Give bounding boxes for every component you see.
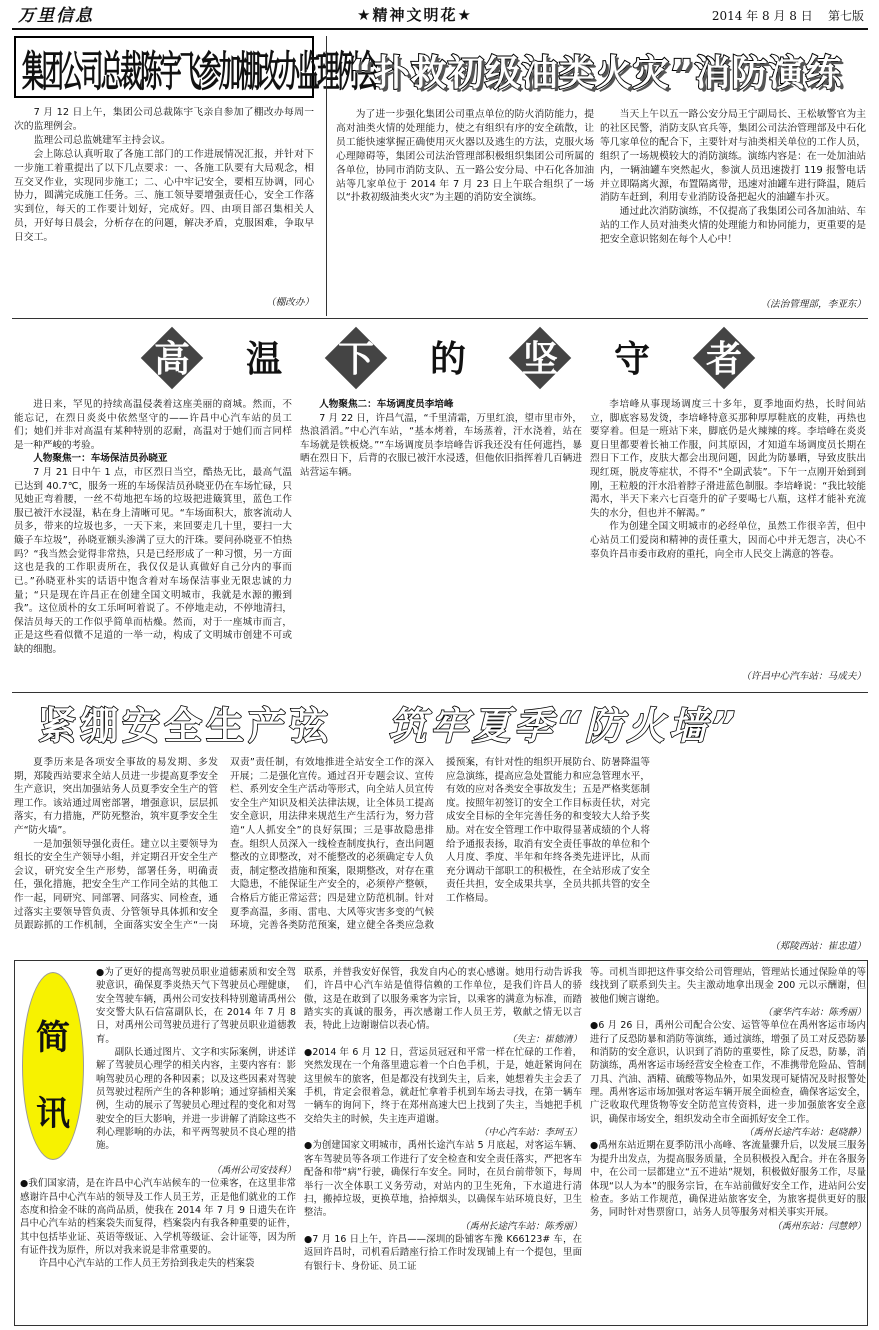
article4-paragraph: 夏季历来是各项安全事故的易发期、多发期，郑陵西站要求全站人员进一步提高夏季安全生产意识，突出加强站务人员夏季安全生产的管理工作。该站通过周密部署，增强意识，层层抓落实，有力措施，严防死整治，筑牢夏季安全生产“防火墙”。 <box>14 757 218 837</box>
section-title: ★精神文明花★ <box>357 6 473 24</box>
article2-paragraph: 当天上午以五一路公安分局王宁副局长、王松敏警官为主的社区民警，消防支队官兵等，集团公司法治管理部及中石化等几家单位的配合下，主要针对与油类相关单位的工作人员，组织了一场规模较大的消防演练。演练内容是：在一处加油站内，一辆油罐车突然起火，参演人员迅速拨打 119 报警电话并立即隔离火源，布置隔离带，迅速对油罐车进行降温，随后消防车赶到，利用专业消防设备把起火的油罐车扑灭。 <box>600 109 866 204</box>
brief-byline: （禹州长途汽车站：赵晓静） <box>744 1127 866 1139</box>
article3-subhead: 人物聚焦一：车场保洁员孙晓亚 <box>33 453 168 465</box>
article2-headline-box <box>345 44 865 100</box>
brief-item: ●2014 年 6 月 12 日，营运员冠冠和平常一样在忙碌的工作着，突然发现在一个角落里遗忘着一个白色手机，于是，她赶紧询问在这里候车的旅客，但是都没有找到失主，后来，她想着失主会丢了手机，肯定会很着急，就赶忙拿着手机到车场去寻找，在第一辆车一辆车的询问下，终于在郑州高速大巴上找到了失主，当她把手机交给失主的时候，失主连声道谢。 <box>304 1047 582 1125</box>
title-char: 高 <box>140 330 204 386</box>
article4-paragraph: 一是加强领导强化责任。建立以主要领导为组长的安全生产领导小组，并定期召开安全生产会议，研究安全生产形势，部署任务，明确责任，强化措施，把安全生产工作同全站的其他工作一起，同研究、同部署、同落实、同检查，通过落实主要领导管负责、分管领导具体抓和安全员跟踪抓的工作机制，全面落实安全生产“一岗双责”责任制，有效地推进全站安全工作的深入开展；二是强化宣传。通过召开专题会议、宣传栏、系列安全生产活动等形式，向全站人员宣传安全生产知识及相关法律法规，让全体员工提高安全意识，用法律来规范生产生活行为，努力营造“人人抓安全”的良好氛围；三是事故隐患排查。组织人员深入一线检查制度执行，查出问题整改的立即整改，对不能整改的必须确定专人负责，制定整改措施和预案，限期整改，对存在重大隐患，不能保证生产安全的，必须停产整顿，合格后方能正常运营；四是建立防范机制。针对夏季高温，多雨、雷电、大风等灾害多变的气候环境，完善各类防范预案，建立健全各类应急救援预案，有针对性的组织开展防台、防暑降温等应急演练，提高应急处置能力和应急管理水平，有效的应对各类安全事故发生；五是严格奖惩制度。按照年初签订的安全工作目标责任状，对完成安全目标的全年完善任务的和变较大人给予奖励。对在安全管理工作中取得显著成绩的个人将给予通报表扬，取消有安全责任事故的单位和个人月度、季度、半年和年终各类先进评比，从而充分调动干部职工的积极性，在全站形成了安全责任共担，安全成果共享，全员共抓共管的安全工作格局。 <box>14 757 650 932</box>
article2-byline: （法治管理部，李亚东） <box>760 299 866 310</box>
briefs-col1-top <box>96 966 296 1162</box>
article2-paragraph: 为了进一步强化集团公司重点单位的防火消防能力，提高对油类火情的处理能力，使之有组织有序的安全疏散，让员工能快速掌握正确使用灭火器以及逃生的方法，克服火场心理障碍等，集团公司法治管理部积极组织集团公司所属的各单位，协同市消防支队、五一路公安分局、中石化各加油站等几家单位于 2014 年 7 月 23 日上午联合组织了一场以“扑救初级油类火灾”为主题的消防安全演练。 <box>336 109 594 204</box>
article3-col1 <box>14 398 292 688</box>
article4-byline: （郑陵西站：崔忠道） <box>770 941 866 952</box>
brief-byline: （中心汽车站：李珂玉） <box>478 1127 582 1139</box>
column-divider <box>326 36 327 316</box>
briefs-col1-bottom <box>20 1164 296 1324</box>
brief-item: 联系，并替我安好保管，我发自内心的衷心感谢。她用行动告诉我们，许昌中心汽车站是值得信赖的工作单位，是我们许昌人的骄傲，这是在敢到了以服务乘客为宗旨，以乘客的满意为标准，而踏踏实实的真诚的服务，再次感谢工作人员王芳，敬献之情无以言表，特此上边谢谢信以表心情。 <box>304 967 582 1032</box>
title-char: 守 <box>613 339 650 380</box>
brief-item: ●为创建国家文明城市，禹州长途汽车站 5 月底起，对客运车辆、客车驾驶员等各项工作进行了安全检查和安全责任落实，严把客车配备和带“病”行驶，确保行车安全。同时，在员台前带领下，每周举行一次全体职工义务劳动，对站内的卫生死角，下水道进行清扫，搬掉垃圾，更换草地，拾掉烟头，以确保车站环境良好，卫生整洁。 <box>304 1140 582 1219</box>
brief-byline: （失主：崔德清） <box>506 1033 582 1045</box>
brief-item: ●禹州东站近期在夏季防汛小高峰、客流量骤升后，以发展三服务为提升出发点，为提高服务质量，全员积极投入配合。并在各服务中，在公司一层都建立“五不进站”规划，积极做好服务工作，尽量体现“以人为本”的服务宗旨，在车站前做好安全工作，进站问公安检查。多站工作规范，确保进站旅客安全，为旅客提供更好的服务，同时针对售票窗口，站务人员等服务对相关事实开展。 <box>590 1140 866 1219</box>
article3-col2 <box>300 398 582 688</box>
article3-paragraph: 7 月 21 日中午 1 点，市区烈日当空，酷热无比，最高气温已达到 40.7℃，服务一班的车场保洁员孙晓亚仍在车场忙碌，只见她正弯着腰，一丝不苟地把车场的垃圾把进簸箕里，蓝色工作服已被汗水浸湿，粘在身上清晰可见。“车场面积大，旅客流动人员多，带来的垃圾也多，一天下来，来回要走几十里，要扫一大簸子车垃圾”，孙晓亚额头渗满了豆大的汗珠。要问孙晓亚不怕热吗？“我当然会觉得非常热，只是已经形成了一种习惯，另一方面这也是我的工作职责所在，我仅仅是认真做好自己分内的事而已。”孙晓亚朴实的话语中饱含着对车场保洁事业无限忠诚的力量；“只是现在许昌正在创建全国文明城市，我就是水源的搬到我”。这位质朴的女工乐呵呵着说了。不停地走动，不停地清扫，保洁员每天的工作似乎简单而枯燥。然而，对于一座城市而言，正是这些看似微不足道的一举一动，构成了文明城市创建不可或缺的细胞。 <box>14 467 292 655</box>
article3-paragraph: 进日来，罕见的持续高温侵袭着这座美丽的商城。然而，不能忘记，在烈日炎炎中依然坚守的——许昌中心汽车站的员工们；她们并非对高温有某种特别的忍耐，高温对于她们而言同样是一种严峻的考验。 <box>14 399 292 451</box>
title-char: 的 <box>429 339 466 380</box>
article3-paragraph: 李培峰从事现场调度三十多年，夏季地面灼热，长时间站立，脚底容易发烫，李培峰特意买那种厚厚鞋底的皮鞋，再热也要穿着。但是一班站下来，脚底仍是火辣辣的疼。李培峰在炎炎夏日里都要着长袖工作服，问其原因，才知道车场调度员长期在烈日下工作，皮肤大都会出现问题，因此为防暴晒，导致皮肤出现红斑，脱皮等症状，不得不“全副武装”。下午一点刚开始到到刚，王粒般的汗水沿着脖子滑进蓝色制服。李培峰说：“我比较能渴水，半天下来六七百毫升的矿子要喝七八瓶，这样才能补充流失的水分，但也并不解渴。” <box>590 399 866 519</box>
briefs-col2 <box>304 966 582 1326</box>
article1-headline-box <box>14 36 377 98</box>
brief-item: 许昌中心汽车站的工作人员王芳拾到我走失的档案袋 <box>38 1258 255 1270</box>
article3-subhead: 人物聚焦二：车场调度员李培峰 <box>319 399 454 410</box>
article2-body-right <box>600 108 866 296</box>
article3-paragraph: 作为创建全国文明城市的必经单位，虽然工作很辛苦，但中心站员工们爱岗和精神的责任重大，因而心中并无怨言，决心不辜负许昌市委市政府的重托，向全市人民交上满意的答卷。 <box>590 521 866 560</box>
article4-headline <box>38 700 868 750</box>
brief-byline: （禹州东站：闫慧婷） <box>772 1220 866 1232</box>
article4-headline-a: 紧绷安全生产弦 <box>38 704 333 748</box>
article3-byline: （许昌中心汽车站：马成夫） <box>741 671 866 682</box>
briefs-label-bottom: 讯 <box>36 1094 70 1134</box>
article4-headline-b: 筑牢夏季“防火墙” <box>388 704 740 748</box>
brief-item: ●6 月 26 日，禹州公司配合公安、运管等单位在禹州客运市场内进行了反恐防暴和消防等演练，通过演练，增强了员工对反恐防暴和消防的安全意识，认识到了消防的重要性，除了反恐，防暴，消防演练，禹州客运市场经营安全检查工作，不准携带危险品、管制刀具、汽油、酒精、硫酸等物品外，如果发现可疑情况及时报警处理。禹州客运市场加强对客运车辆开展全面检查，确保客运安全，广泛收取代理货物等安全防范宣传资料，进一步加强旅客安全意识，确保市场安全，组织发动全市全面抓好安全工作。 <box>590 1020 866 1125</box>
article3-title <box>140 330 760 390</box>
article1-body <box>14 106 314 296</box>
article1-headline: 集团公司总裁陈宇飞参加棚改办监理例会 <box>22 48 377 97</box>
briefs-col3 <box>590 966 866 1326</box>
article4-body <box>14 756 866 946</box>
title-char: 下 <box>324 330 388 386</box>
brief-byline: （禹州公司安技科） <box>211 1165 296 1176</box>
brief-item: 副队长通过图片、文字和实际案例，讲述详解了驾驶员心理学的相关内容，主要内容有：影响驾驶员心理的各种因素；以及这些因素对驾驶员驾驶过程所产生的各种影响；通过穿插相关案例，生动的展示了驾驶员心理过程的变化和对驾驶安全的巨大影响，并进一步讲解了消除这些不利心理影响的办法，和平两驾驶员不良心理的措施。 <box>96 1047 296 1152</box>
issue-date: 2014 年 8 月 8 日 <box>711 9 813 23</box>
article3-col3 <box>590 398 866 652</box>
article2-headline: “扑救初级油类火灾”消防演练 <box>349 53 843 94</box>
issue-info <box>712 8 864 25</box>
paper-name: 万里信息 <box>18 6 94 26</box>
brief-item: ●为了更好的提高驾驶员职业道德素质和安全驾驶意识，确保夏季炎热天气下驾驶员心理健康，安全驾驶车辆，禹州公司安技科特别邀请禹州公安交警大队石信富副队长，在 2014 年 7 月 8 日，对禹州公司驾驶员进行了驾驶员职业道德教育。 <box>96 967 296 1045</box>
article2-body-left <box>336 108 594 308</box>
page-number: 第七版 <box>827 9 864 23</box>
article1-paragraph: 会上陈总认真听取了各施工部门的工作进展情况汇报，并针对下一步施工着重提出了以下几点要求：一、各施工队要有大局观念，相互交叉作业，实现同步施工；二、心中牢记安全，要相互协调，同心协力，圆满完成施工任务。三、施工领导要增强责任心，安全工作落实到位，每天的工作要计划好，完成好。四、由项目部召集相关人员，开好每日晨会，分析存在的问题，解决矛盾，克服困难，争取早日交工。 <box>14 148 314 244</box>
title-char: 者 <box>692 330 756 386</box>
brief-item: ●我们国家清，是在许昌中心汽车站候车的一位乘客，在这里非常感谢许昌中心汽车站的领导及工作人员王芳，正是他们就业的工作态度和拾金不昧的高尚品质，使我在 2014 年 7 月 9 日遗失在许昌中心汽车站的档案袋失而复得，档案袋内有我各种重要的证件，其中包括毕业证、英语等级证、入学机等级证、会计证等，因为所有证件找为原件，所以对我来说是非常重要的。 <box>20 1178 296 1257</box>
article1-paragraph: 7 月 12 日上午，集团公司总裁陈宇飞亲自参加了棚改办每周一次的监理例会。 <box>14 107 314 132</box>
article3-paragraph: 7 月 22 日，许昌气温，“千里清霜，万里红浪，望市里市外，热浪滔滔。”中心汽车站，“基本烤着，车场蒸着，汗水浇着，站在车场就是铁板烧。”“车场调度员李培峰告诉我还没有任何遮挡，暴晒在烈日下，后背的衣服已被汗水浸透，但他依旧指挥着几百辆进站营运车辆。 <box>300 412 582 479</box>
masthead <box>12 0 868 30</box>
article1-paragraph: 监理公司总监姚建军主持会议。 <box>33 134 171 146</box>
brief-item: ●7 月 16 日上午，许昌——深圳的卧铺客车豫 K66123# 车，在返回许昌时，司机看后踏座行拾工作时发现铺上有一个提包，里面有银行卡、身份证、员工证 <box>304 1233 582 1272</box>
brief-item: 等。司机当即把这件事交给公司管理站，管理站长通过保险单的等线找到了联系到失主。失主激动地拿出现金 200 元以示酬谢，但被他们婉言谢绝。 <box>590 967 866 1005</box>
title-char: 温 <box>245 339 282 380</box>
article1-byline: （棚改办） <box>266 297 314 308</box>
section-divider <box>12 692 868 693</box>
briefs-label-top: 简 <box>36 1018 70 1058</box>
section-divider <box>12 318 868 319</box>
brief-byline: （豪华汽车站：陈秀丽） <box>762 1007 866 1019</box>
article2-paragraph: 通过此次消防演练，不仅提高了我集团公司各加油站、车站的工作人员对油类火情的处理能力和协同能力，更重要的是把安全意识铭刻在每个人心中！ <box>600 206 866 246</box>
brief-byline: （禹州长途汽车站：陈秀丽） <box>460 1220 582 1232</box>
title-char: 坚 <box>508 330 572 386</box>
